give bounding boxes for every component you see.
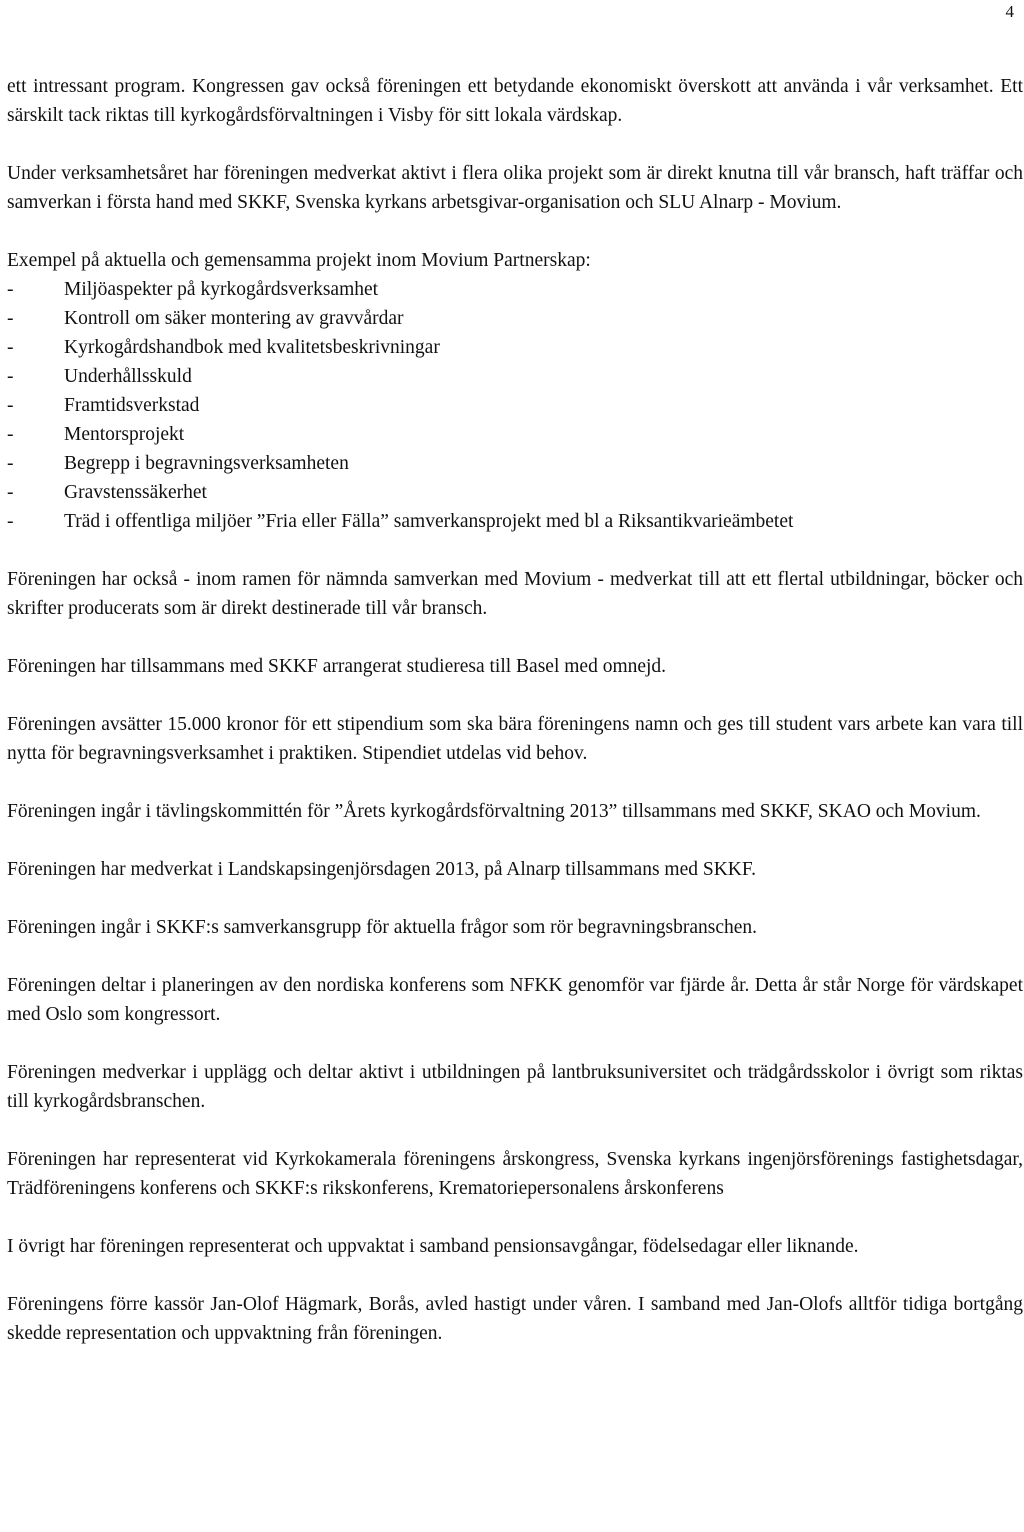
list-bullet: - <box>7 453 14 474</box>
paragraph-publications: Föreningen har också - inom ramen för nämnda samverkan med Movium - medverkat till att ett flertal utbildningar, böcker och skrifter producerats som är direkt destinerade till vår bransch. <box>7 569 1023 619</box>
list-bullet: - <box>7 424 14 445</box>
paragraph-nordic-conference: Föreningen deltar i planeringen av den nordiska konferens som NFKK genomför var fjärde år. Detta år står Norge för värdskapet med Oslo som kongressort. <box>7 975 1023 1025</box>
list-item-text: Begrepp i begravningsverksamheten <box>64 453 349 474</box>
paragraph-congress-summary: ett intressant program. Kongressen gav också föreningen ett betydande ekonomiskt överskott att använda i vår verksamhet. Ett särskilt tack riktas till kyrkogårdsförvaltningen i Visby för sitt lokala värdskap. <box>7 76 1023 126</box>
list-item <box>7 333 1023 362</box>
list-item-text: Kontroll om säker montering av gravvårdar <box>64 308 404 329</box>
list-bullet: - <box>7 337 14 358</box>
document-body <box>7 72 1023 1348</box>
paragraph-education: Föreningen medverkar i upplägg och deltar aktivt i utbildningen på lantbruksuniversitet och trädgårdsskolor i övrigt som riktas till kyrkogårdsbranschen. <box>7 1062 1023 1112</box>
list-item-text: Kyrkogårdshandbok med kvalitetsbeskrivningar <box>64 337 440 358</box>
paragraph-scholarship: Föreningen avsätter 15.000 kronor för ett stipendium som ska bära föreningens namn och ges till student vars arbete kan vara till nytta för begravningsverksamhet i praktiken. Stipendiet utdelas vid behov. <box>7 714 1023 764</box>
list-bullet: - <box>7 308 14 329</box>
list-item <box>7 362 1023 391</box>
paragraph-representation: Föreningen har representerat vid Kyrkokamerala föreningens årskongress, Svenska kyrkans ingenjörsförenings fastighetsdagar, Trädföreningens konferens och SKKF:s rikskonferens, Krematoriepersonalens årskonferens <box>7 1149 1023 1199</box>
page-number: 4 <box>1005 2 1014 21</box>
list-item <box>7 304 1023 333</box>
list-item-text: Träd i offentliga miljöer ”Fria eller Fälla” samverkansprojekt med bl a Riksantikvarieämbetet <box>64 511 794 532</box>
paragraph-project-intro: Exempel på aktuella och gemensamma projekt inom Movium Partnerskap: <box>7 250 591 271</box>
list-item <box>7 391 1023 420</box>
list-item <box>7 507 1023 536</box>
list-bullet: - <box>7 482 14 503</box>
list-item-text: Miljöaspekter på kyrkogårdsverksamhet <box>64 279 379 300</box>
paragraph-study-trip: Föreningen har tillsammans med SKKF arrangerat studieresa till Basel med omnejd. <box>7 656 667 677</box>
list-item <box>7 420 1023 449</box>
paragraph-landscape-day: Föreningen har medverkat i Landskapsingenjörsdagen 2013, på Alnarp tillsammans med SKKF. <box>7 859 757 880</box>
list-item-text: Framtidsverkstad <box>64 395 200 416</box>
paragraph-other-representation: I övrigt har föreningen representerat och uppvaktat i samband pensionsavgångar, födelsedagar eller liknande. <box>7 1236 859 1257</box>
paragraph-competition-committee: Föreningen ingår i tävlingskommittén för ”Årets kyrkogårdsförvaltning 2013” tillsammans med SKKF, SKAO och Movium. <box>7 801 981 822</box>
list-item-text: Underhållsskuld <box>64 366 192 387</box>
list-item-text: Mentorsprojekt <box>64 424 185 445</box>
list-bullet: - <box>7 395 14 416</box>
project-list <box>7 275 1023 536</box>
list-item <box>7 449 1023 478</box>
list-bullet: - <box>7 511 14 532</box>
list-bullet: - <box>7 366 14 387</box>
list-item-text: Gravstenssäkerhet <box>64 482 207 503</box>
paragraph-collaboration: Under verksamhetsåret har föreningen medverkat aktivt i flera olika projekt som är direkt knutna till vår bransch, haft träffar och samverkan i första hand med SKKF, Svenska kyrkans arbetsgivar-organisation och SLU Alnarp - Movium. <box>7 163 1023 213</box>
list-item <box>7 275 1023 304</box>
list-item <box>7 478 1023 507</box>
paragraph-memorial: Föreningens förre kassör Jan-Olof Hägmark, Borås, avled hastigt under våren. I samband med Jan-Olofs alltför tidiga bortgång skedde representation och uppvaktning från föreningen. <box>7 1294 1023 1344</box>
paragraph-collaboration-group: Föreningen ingår i SKKF:s samverkansgrupp för aktuella frågor som rör begravningsbranschen. <box>7 917 758 938</box>
list-bullet: - <box>7 279 14 300</box>
